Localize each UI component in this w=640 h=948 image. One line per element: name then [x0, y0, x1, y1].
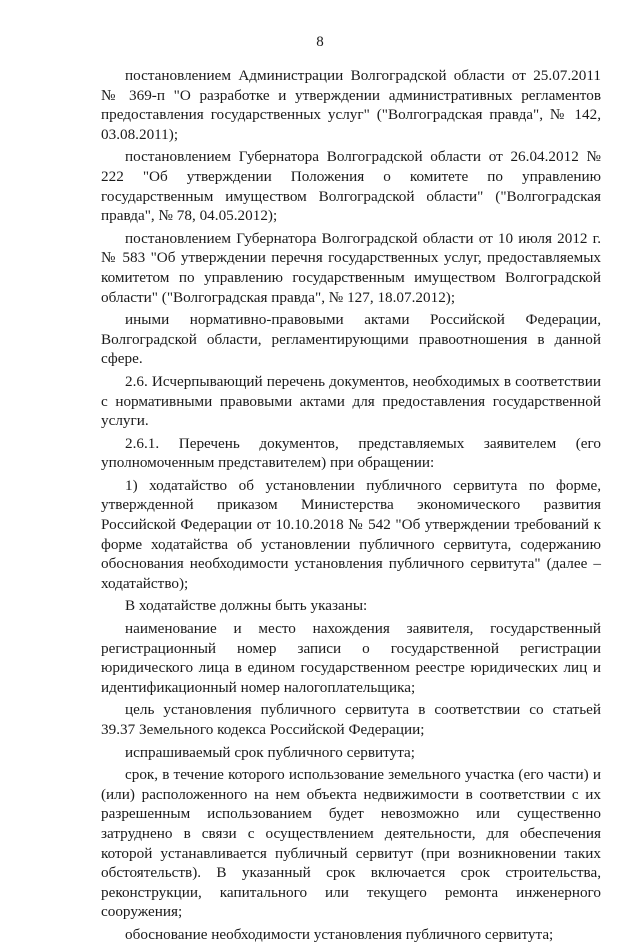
paragraph-item-1-petition: 1) ходатайство об установлении публичного сервитута по форме, утвержденной приказом Министерства экономического развития Российской Федерации от 10.10.2018 № 542 "Об утверждении требований к форме ходатайства об установлении публичного сервитута, содержанию обоснования необходимости установления публичного сервитута" (далее – ходатайство);: [101, 476, 601, 592]
paragraph-petition-contents: В ходатайстве должны быть указаны:: [125, 597, 368, 615]
document-body: [101, 66, 601, 948]
paragraph-applicant-details: наименование и место нахождения заявителя, государственный регистрационный номер записи о государственной регистрации юридического лица в едином государственном реестре юридических лиц и идентификационный номер налогоплательщика;: [101, 620, 601, 696]
paragraph-other-acts: иными нормативно-правовыми актами Российской Федерации, Волгоградской области, регламентирующими правоотношения в данной сфере.: [101, 311, 601, 368]
paragraph-use-restriction-term: срок, в течение которого использование земельного участка (его части) и (или) расположенного на нем объекта недвижимости в соответствии с их разрешенным использованием будет невозможно или существенно затруднено в связи с осуществлением деятельности, для обеспечения которой устанавливается публичный сервитут (при возникновении таких обстоятельств). В указанный срок включается срок строительства, реконструкции, капитального или текущего ремонта инженерного сооружения;: [101, 766, 601, 921]
paragraph-decree-369: постановлением Администрации Волгоградской области от 25.07.2011 № 369-п "О разработке и утверждении административных регламентов предоставления государственных услуг" ("Волгоградская правда", № 142, 03.08.2011);: [101, 67, 601, 143]
paragraph-decree-222: постановлением Губернатора Волгоградской области от 26.04.2012 № 222 "Об утверждении Положения о комитете по управлению государственным имуществом Волгоградской области" ("Волгоградская правда", № 78, 04.05.2012);: [101, 148, 601, 225]
page-number: 8: [316, 34, 324, 50]
paragraph-section-2-6-1: 2.6.1. Перечень документов, представляемых заявителем (его уполномоченным представителем) при обращении:: [101, 434, 601, 472]
paragraph-justification: обоснование необходимости установления публичного сервитута;: [125, 925, 554, 943]
paragraph-purpose: цель установления публичного сервитута в соответствии со статьей 39.37 Земельного кодекса Российской Федерации;: [101, 701, 601, 738]
paragraph-requested-term: испрашиваемый срок публичного сервитута;: [125, 743, 416, 761]
paragraph-section-2-6: 2.6. Исчерпывающий перечень документов, необходимых в соответствии с нормативными правовыми актами для предоставления государственной услуги.: [101, 372, 601, 430]
paragraph-decree-583: постановлением Губернатора Волгоградской области от 10 июля 2012 г. № 583 "Об утверждении перечня государственных услуг, предоставляемых комитетом по управлению государственным имуществом Волгоградской области" ("Волгоградская правда", № 127, 18.07.2012);: [101, 229, 601, 306]
